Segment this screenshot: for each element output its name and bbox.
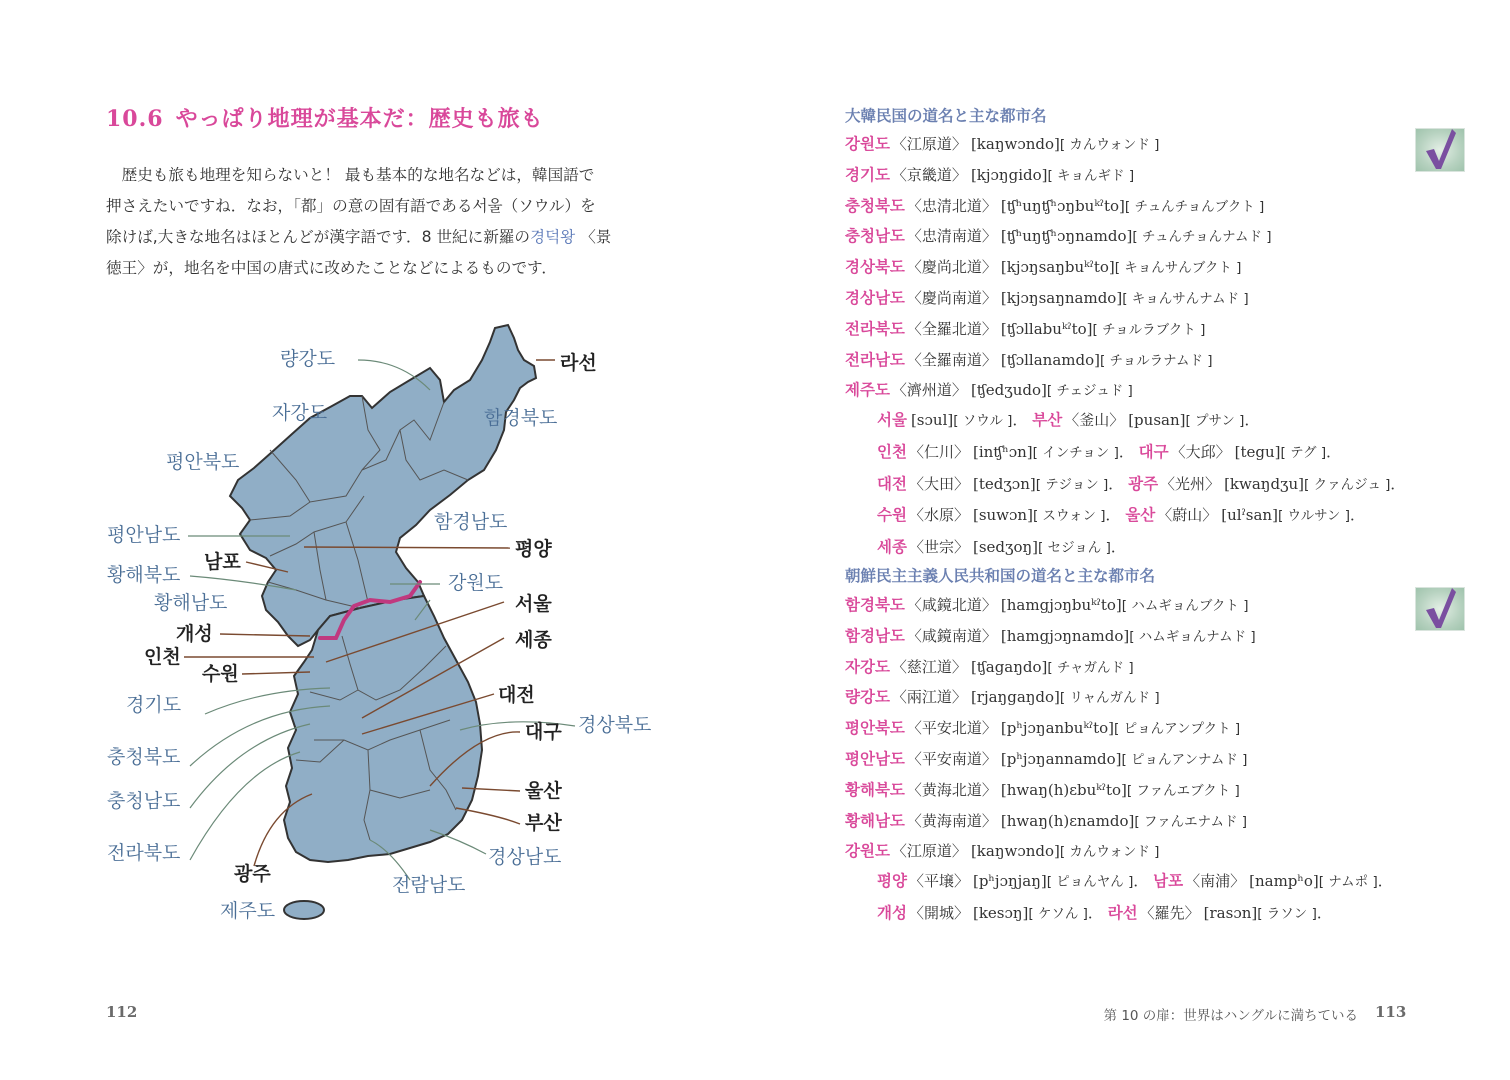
katakana-reading: [ ピョんヤん ] — [1046, 874, 1134, 890]
check-badge — [1415, 128, 1465, 172]
korean-name: 라선 — [1107, 903, 1138, 922]
place-entry — [845, 652, 1445, 683]
map-province-label: 평안남도 — [107, 524, 181, 546]
city-entry — [877, 538, 1126, 556]
place-entry — [845, 682, 1445, 713]
city-entry — [877, 872, 1148, 890]
ipa-pronunciation: [nampʰo] — [1249, 872, 1319, 890]
city-entry — [1128, 475, 1405, 493]
map-city-label: 울산 — [525, 780, 562, 802]
korean-name: 경기도 — [845, 165, 890, 184]
map-city-label: 평양 — [515, 538, 552, 560]
map-province-label: 황해남도 — [154, 592, 228, 614]
page-number-left: 112 — [106, 1003, 138, 1021]
city-entry — [877, 475, 1123, 493]
map-city-label: 부산 — [525, 812, 562, 834]
ipa-pronunciation: [hamgjɔŋbuᵏˀto] — [1000, 596, 1122, 614]
hanja-name: 〈光州〉 — [1160, 474, 1221, 493]
map-city-label: 라선 — [560, 352, 597, 374]
hanja-name: 〈咸鏡南道〉 — [906, 626, 997, 645]
katakana-reading: [ ウルサン ] — [1277, 508, 1350, 525]
map-city-label: 개성 — [176, 623, 213, 645]
city-entry — [1032, 411, 1259, 429]
separator: ． — [1316, 903, 1332, 922]
ipa-pronunciation: [hwaŋ(h)ɛbuᵏˀto] — [1000, 780, 1127, 799]
intro-line: 徳王〉が，地名を中国の唐式に改めたことなどによるものです． — [106, 259, 557, 277]
korean-name: 울산 — [1125, 506, 1156, 525]
korean-name: 대구 — [1138, 442, 1169, 461]
map-city-label: 광주 — [234, 863, 271, 885]
hanja-name: 〈濟州道〉 — [891, 381, 967, 400]
map-city-label: 남포 — [204, 551, 241, 573]
running-head-text: 第 10 の扉：世界はハングルに満ちている — [1103, 1008, 1358, 1024]
katakana-reading: [ セジョん ] — [1038, 540, 1111, 557]
katakana-reading: [ スウォン ] — [1032, 508, 1106, 525]
korean-name: 자강도 — [845, 657, 890, 676]
katakana-reading: [ カんウォンド ] — [1059, 137, 1160, 153]
place-entry — [845, 775, 1445, 806]
map-province-label: 제주도 — [220, 900, 276, 922]
intro-paragraph — [106, 160, 666, 284]
checkmark-icon — [1420, 123, 1460, 173]
intro-line — [106, 222, 666, 253]
ipa-pronunciation: [rjaŋgaŋdo] — [970, 688, 1060, 707]
korean-name: 강원도 — [845, 135, 890, 153]
korean-name: 세종 — [877, 538, 907, 557]
hanja-name: 〈釜山〉 — [1064, 411, 1125, 429]
map-city-label: 대구 — [525, 721, 562, 743]
ipa-pronunciation: [kaŋwɔndo] — [970, 842, 1060, 861]
south-korea-heading: 大韓民国の道名と主な都市名 — [845, 107, 1047, 125]
map-province-label: 황해북도 — [107, 564, 181, 586]
ipa-pronunciation: [kjɔŋgido] — [970, 165, 1048, 184]
katakana-reading: [ ピョんアンナムド ] — [1121, 751, 1248, 768]
ipa-pronunciation: [pʰjɔŋannamdo] — [1000, 749, 1122, 768]
intro-text: 〈景 — [580, 228, 612, 246]
place-entry — [845, 129, 1445, 160]
separator: ． — [1105, 506, 1121, 525]
katakana-reading: [ リャんガんド ] — [1059, 690, 1160, 707]
hanja-name: 〈黄海南道〉 — [906, 811, 997, 830]
intro-line: 歴史も旅も地理を知らないと！ 最も基本的な地名などは，韓国語で — [121, 166, 595, 184]
ipa-pronunciation: [rasɔn] — [1203, 903, 1258, 922]
korean-name: 광주 — [1128, 474, 1159, 493]
place-entry — [845, 221, 1445, 252]
katakana-reading: [ ハムギョんブクト ] — [1121, 598, 1249, 614]
city-entry — [877, 411, 1027, 429]
ipa-pronunciation: [kwaŋdʒu] — [1224, 474, 1305, 493]
katakana-reading: [ チェジュド ] — [1046, 383, 1133, 400]
hanja-name: 〈水原〉 — [908, 506, 969, 525]
city-entry — [877, 904, 1103, 922]
hanja-name: 〈慶尚南道〉 — [906, 288, 997, 307]
hanja-name: 〈大邱〉 — [1170, 442, 1231, 461]
hanja-name: 〈咸鏡北道〉 — [906, 596, 997, 614]
ipa-pronunciation: [kjɔŋsaŋnamdo] — [1000, 288, 1123, 307]
north-city-list — [877, 866, 1417, 930]
korean-name: 강원도 — [845, 842, 890, 861]
map-province-label: 충청남도 — [107, 790, 181, 812]
map-province-label: 전라북도 — [107, 842, 181, 864]
ipa-pronunciation: [hamgjɔŋnamdo] — [1000, 626, 1130, 645]
katakana-reading: [ チョルラブクト ] — [1092, 321, 1206, 338]
katakana-reading: [ ソウル ] — [953, 413, 1013, 429]
place-entry — [845, 160, 1445, 191]
ipa-pronunciation: [sedʒoŋ] — [972, 538, 1039, 557]
korean-name: 함경북도 — [845, 596, 905, 614]
katakana-reading: [ クァんジュ ] — [1304, 476, 1391, 493]
katakana-reading: [ チュんチョんブクト ] — [1124, 198, 1265, 215]
intro-text: 除けば,大きな地名はほとんどが漢字語です．8 世紀に新羅の — [106, 228, 531, 246]
map-city-label: 세종 — [515, 629, 552, 651]
ipa-pronunciation: [ʧʰuŋʧʰɔŋbuᵏˀto] — [1000, 196, 1125, 215]
city-entry — [1125, 506, 1365, 524]
korean-name: 부산 — [1032, 411, 1063, 429]
korean-name: 평안남도 — [845, 749, 905, 768]
ipa-pronunciation: [kesɔŋ] — [972, 903, 1029, 922]
separator: ． — [1133, 872, 1149, 890]
ipa-pronunciation: [ulˀsan] — [1221, 506, 1278, 525]
right-page — [755, 0, 1510, 1080]
hanja-name: 〈全羅南道〉 — [906, 350, 997, 369]
hanja-name: 〈黄海北道〉 — [906, 780, 997, 799]
katakana-reading: [ キョんギド ] — [1047, 167, 1135, 184]
korean-name: 대전 — [877, 474, 907, 493]
hanja-name: 〈京畿道〉 — [891, 165, 967, 184]
section-number: 10.6 — [106, 106, 164, 132]
separator: ． — [1326, 442, 1342, 461]
hanja-name: 〈羅先〉 — [1139, 903, 1200, 922]
separator: ． — [1108, 474, 1124, 493]
north-korea-heading: 朝鮮民主主義人民共和国の道名と主な都市名 — [845, 567, 1156, 585]
map-city-label: 서울 — [515, 593, 552, 615]
place-entry — [845, 345, 1445, 376]
ipa-pronunciation: [ʧɔllabuᵏˀto] — [1000, 319, 1093, 338]
place-entry — [845, 836, 1445, 867]
city-entry — [1108, 904, 1332, 922]
map-province-label: 함경북도 — [484, 407, 558, 429]
north-province-list — [845, 590, 1445, 867]
place-entry — [845, 621, 1445, 652]
hanja-name: 〈江原道〉 — [891, 842, 967, 861]
ipa-pronunciation: [tegu] — [1234, 442, 1281, 461]
south-city-list — [877, 405, 1417, 564]
intro-line: 押さえたいですね．なお，「都」の意の固有語である서울（ソウル）を — [106, 197, 596, 215]
katakana-reading: [ プサン ] — [1185, 413, 1245, 429]
place-entry — [845, 806, 1445, 837]
map-province-label: 자강도 — [272, 402, 328, 424]
checkmark-icon — [1420, 582, 1460, 632]
ipa-pronunciation: [pʰjɔŋjaŋ] — [972, 872, 1047, 890]
map-province-label: 강원도 — [448, 572, 504, 594]
katakana-reading: [ ケソん ] — [1028, 905, 1088, 922]
katakana-reading: [ チュんチョんナムド ] — [1132, 229, 1272, 246]
korean-name: 함경남도 — [845, 626, 905, 645]
separator: ． — [1118, 442, 1134, 461]
hanja-name: 〈全羅北道〉 — [906, 319, 997, 338]
map-province-label: 경상북도 — [578, 714, 652, 736]
place-entry — [845, 283, 1445, 314]
katakana-reading: [ テジョン ] — [1035, 476, 1109, 493]
katakana-reading: [ カんウォンド ] — [1059, 844, 1160, 861]
hanja-name: 〈忠清北道〉 — [906, 196, 997, 215]
hanja-name: 〈大田〉 — [908, 474, 969, 493]
korean-name: 경상남도 — [845, 288, 905, 307]
korean-name: 충청북도 — [845, 196, 905, 215]
katakana-reading: [ ファんエブクト ] — [1126, 782, 1240, 799]
map-province-label: 경상남도 — [488, 846, 562, 868]
map-city-label: 인천 — [144, 646, 181, 668]
place-entry — [845, 713, 1445, 744]
separator: ． — [1012, 411, 1028, 429]
ipa-pronunciation: [hwaŋ(h)ɛnamdo] — [1000, 811, 1135, 830]
city-entry — [877, 443, 1134, 461]
separator: ． — [1390, 474, 1406, 493]
korean-name: 수원 — [877, 506, 907, 525]
check-badge — [1415, 587, 1465, 631]
ipa-pronunciation: [ʧedʒudo] — [970, 381, 1047, 400]
hanja-name: 〈忠清南道〉 — [906, 227, 997, 246]
hanja-name: 〈蔚山〉 — [1157, 506, 1218, 525]
south-province-list — [845, 129, 1445, 406]
place-entry — [845, 252, 1445, 283]
hanja-name: 〈世宗〉 — [908, 538, 969, 557]
north-korea-shape — [230, 325, 536, 646]
separator: ． — [1110, 538, 1126, 557]
hanja-name: 〈仁川〉 — [908, 442, 969, 461]
hanja-name: 〈平壌〉 — [908, 872, 969, 890]
ipa-pronunciation: [tedʒɔn] — [972, 474, 1036, 493]
ipa-pronunciation: [suwɔn] — [972, 506, 1033, 525]
hanja-name: 〈平安南道〉 — [906, 749, 997, 768]
hanja-name: 〈平安北道〉 — [906, 719, 997, 738]
katakana-reading: [ インチョン ] — [1032, 444, 1119, 461]
separator: ． — [1377, 872, 1393, 890]
ipa-pronunciation: [kjɔŋsaŋbuᵏˀto] — [1000, 258, 1115, 277]
city-entry — [1139, 443, 1341, 461]
hanja-name: 〈江原道〉 — [891, 135, 967, 153]
hanja-name: 〈慈江道〉 — [891, 657, 967, 676]
section-title-text: やっぱり地理が基本だ：歴史も旅も — [175, 107, 544, 132]
separator: ． — [1350, 506, 1366, 525]
map-city-label: 대전 — [498, 684, 535, 706]
separator: ． — [1244, 411, 1260, 429]
katakana-reading: [ ピョんアンプクト ] — [1114, 721, 1241, 738]
running-head — [1104, 1004, 1358, 1024]
korean-name: 서울 — [877, 411, 907, 429]
katakana-reading: [ ナムポ ] — [1318, 874, 1378, 890]
highlight-gyeongdeokwang: 경덕왕 — [530, 228, 576, 246]
place-entry — [845, 744, 1445, 775]
ipa-pronunciation: [sɔul] — [910, 411, 954, 429]
map-province-label: 경기도 — [126, 694, 182, 716]
katakana-reading: [ チャガんド ] — [1047, 659, 1134, 676]
section-title — [106, 102, 544, 133]
korean-name: 충청남도 — [845, 227, 905, 246]
korean-name: 경상북도 — [845, 258, 905, 277]
map-province-label: 충청북도 — [107, 746, 181, 768]
katakana-reading: [ ラソン ] — [1257, 905, 1317, 922]
place-entry — [845, 314, 1445, 345]
katakana-reading: [ キョんサんナムド ] — [1122, 290, 1249, 307]
map-city-label: 수원 — [202, 663, 239, 685]
ipa-pronunciation: [ʧɔllanamdo] — [1000, 350, 1100, 369]
map-province-label: 전람남도 — [392, 874, 466, 896]
korean-name: 전라북도 — [845, 319, 905, 338]
ipa-pronunciation: [kaŋwɔndo] — [970, 135, 1060, 153]
katakana-reading: [ テグ ] — [1280, 444, 1327, 461]
korean-name: 개성 — [877, 903, 907, 922]
korean-name: 량강도 — [845, 688, 890, 707]
korean-name: 전라남도 — [845, 350, 905, 369]
ipa-pronunciation: [ʧagaŋdo] — [970, 657, 1048, 676]
hanja-name: 〈慶尚北道〉 — [906, 258, 997, 277]
city-entry — [877, 506, 1121, 524]
hanja-name: 〈開城〉 — [908, 903, 969, 922]
ipa-pronunciation: [ʧʰuŋʧʰɔŋnamdo] — [1000, 227, 1133, 246]
ipa-pronunciation: [pʰjɔŋanbuᵏˀto] — [1000, 719, 1115, 738]
katakana-reading: [ キョんサんブクト ] — [1114, 260, 1242, 277]
place-entry — [845, 590, 1445, 621]
korean-name: 황해남도 — [845, 811, 905, 830]
hanja-name: 〈兩江道〉 — [891, 688, 967, 707]
korean-name: 남포 — [1153, 872, 1184, 890]
separator: ． — [1087, 903, 1103, 922]
place-entry — [845, 191, 1445, 222]
map-province-label: 함경남도 — [434, 511, 508, 533]
ipa-pronunciation: [pusan] — [1128, 411, 1186, 429]
city-entry — [1153, 872, 1393, 890]
hanja-name: 〈南浦〉 — [1185, 872, 1246, 890]
map-province-label: 평안북도 — [166, 451, 240, 473]
katakana-reading: [ ファんエナムド ] — [1134, 813, 1247, 830]
korea-map — [100, 320, 680, 940]
jeju-island-shape — [284, 901, 324, 919]
place-entry — [845, 375, 1445, 406]
ipa-pronunciation: [inʧʰɔn] — [972, 442, 1033, 461]
katakana-reading: [ ハムギョんナムド ] — [1129, 628, 1256, 645]
korean-name: 평양 — [877, 872, 907, 890]
korean-name: 평안북도 — [845, 719, 905, 738]
page-number-right: 113 — [1375, 1003, 1407, 1021]
katakana-reading: [ チョルラナムド ] — [1100, 352, 1213, 369]
korean-name: 황해북도 — [845, 780, 905, 799]
korean-name: 제주도 — [845, 381, 890, 400]
korean-name: 인천 — [877, 442, 907, 461]
map-province-label: 량강도 — [280, 348, 336, 370]
